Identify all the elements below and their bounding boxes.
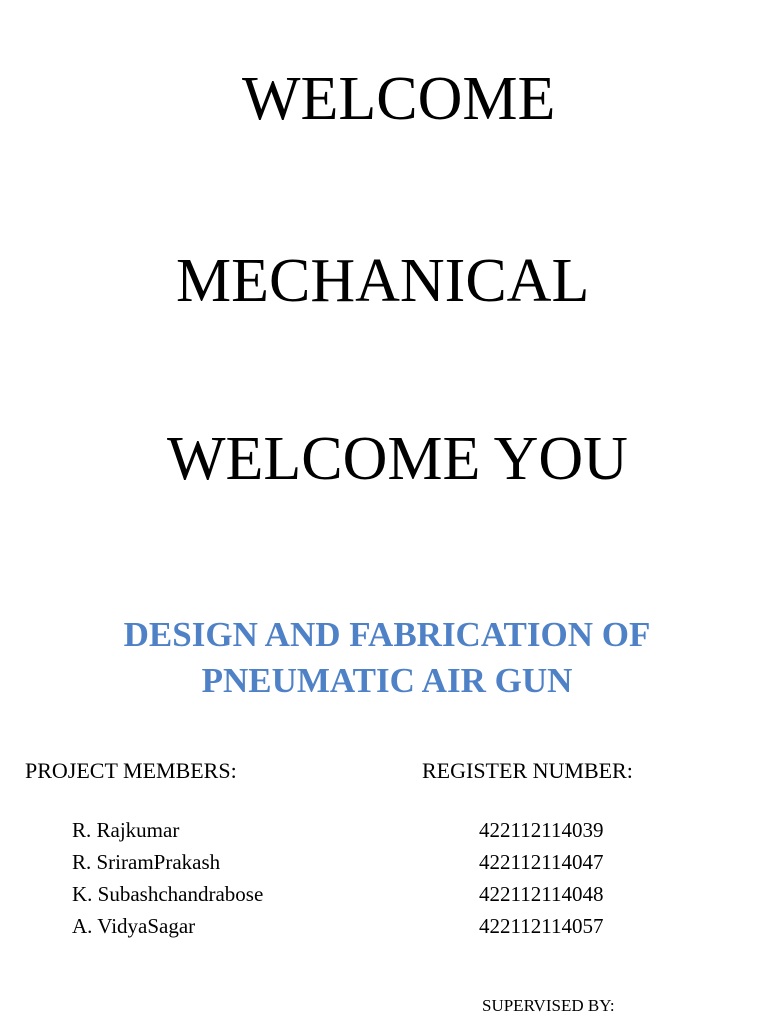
department-heading: MECHANICAL xyxy=(176,247,590,315)
list-item xyxy=(0,913,768,945)
register-number-header: REGISTER NUMBER: xyxy=(422,758,633,783)
supervised-by-label: SUPERVISED BY: xyxy=(482,996,615,1015)
project-title xyxy=(0,612,768,704)
project-members-header: PROJECT MEMBERS: xyxy=(25,758,237,783)
welcome-heading: WELCOME xyxy=(242,65,556,133)
member-register-number: 422112114057 xyxy=(479,914,604,938)
member-name: K. Subashchandrabose xyxy=(72,882,264,906)
member-name: R. Rajkumar xyxy=(72,818,180,842)
member-register-number: 422112114039 xyxy=(479,818,604,842)
member-register-number: 422112114048 xyxy=(479,882,604,906)
list-item xyxy=(0,849,768,881)
member-name: A. VidyaSagar xyxy=(72,914,196,938)
member-list xyxy=(0,817,768,945)
project-title-line-2: PNEUMATIC AIR GUN xyxy=(201,661,573,700)
list-item xyxy=(0,881,768,913)
member-register-number: 422112114047 xyxy=(479,850,604,874)
welcome-you-heading: WELCOME YOU xyxy=(167,425,628,493)
project-title-line-1: DESIGN AND FABRICATION OF xyxy=(123,615,651,654)
member-name: R. SriramPrakash xyxy=(72,850,221,874)
list-item xyxy=(0,817,768,849)
